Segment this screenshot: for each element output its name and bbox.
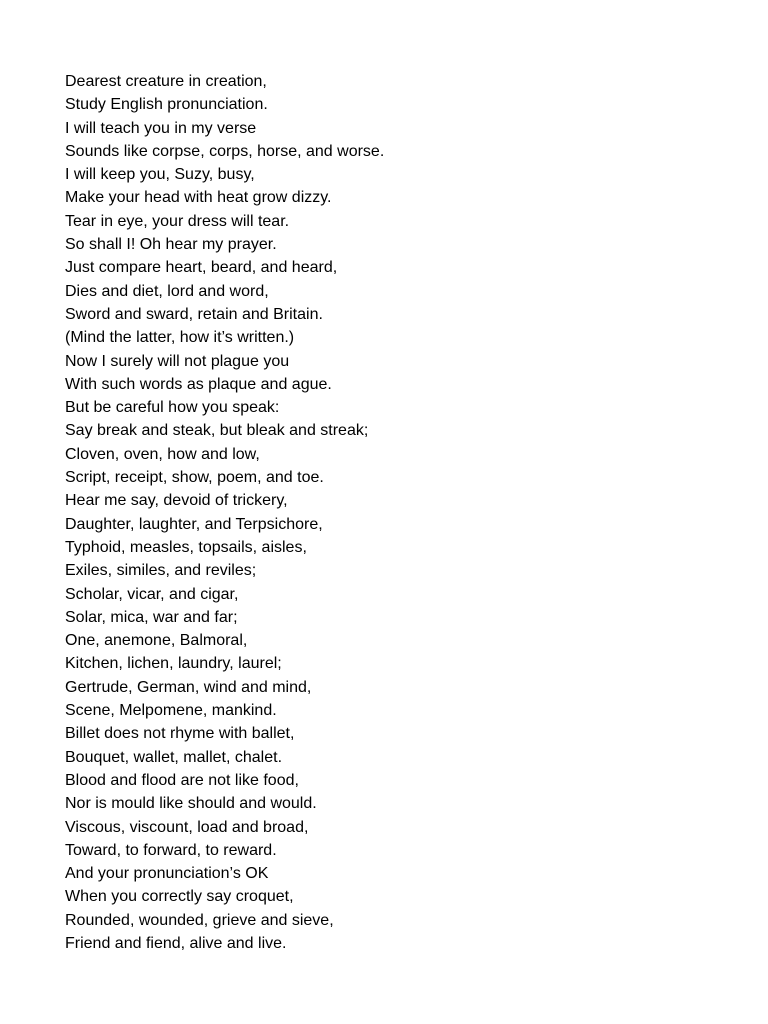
poem-line: Billet does not rhyme with ballet,: [65, 725, 295, 743]
poem-line: One, anemone, Balmoral,: [65, 632, 248, 650]
poem-line: Scholar, vicar, and cigar,: [65, 585, 239, 603]
poem-line: When you correctly say croquet,: [65, 888, 294, 906]
poem-line: Now I surely will not plague you: [65, 352, 290, 370]
poem-line: Kitchen, lichen, laundry, laurel;: [65, 655, 282, 673]
poem-line: Toward, to forward, to reward.: [65, 841, 277, 859]
poem-line: Dearest creature in creation,: [65, 73, 267, 90]
poem-line: Typhoid, measles, topsails, aisles,: [65, 538, 307, 556]
poem-line: Study English pronunciation.: [65, 96, 268, 114]
poem-line: I will keep you, Suzy, busy,: [65, 166, 255, 184]
poem-line: (Mind the latter, how it’s written.): [65, 329, 295, 347]
poem-line: Sounds like corpse, corps, horse, and worse.: [65, 142, 385, 160]
poem-line: Just compare heart, beard, and heard,: [65, 259, 338, 277]
poem-line: Scene, Melpomene, mankind.: [65, 702, 277, 720]
poem-line: Dies and diet, lord and word,: [65, 282, 269, 300]
poem-line: Make your head with heat grow dizzy.: [65, 189, 332, 207]
poem-line: Blood and flood are not like food,: [65, 771, 299, 789]
poem-line: Exiles, similes, and reviles;: [65, 562, 257, 580]
poem-line: Gertrude, German, wind and mind,: [65, 678, 312, 696]
poem-line: Tear in eye, your dress will tear.: [65, 212, 290, 230]
poem-line: But be careful how you speak:: [65, 399, 280, 417]
poem-line: Rounded, wounded, grieve and sieve,: [65, 911, 334, 929]
poem-line: And your pronunciation’s OK: [65, 865, 269, 883]
poem-line: So shall I! Oh hear my prayer.: [65, 236, 277, 254]
poem-line: Friend and fiend, alive and live.: [65, 934, 287, 952]
poem-line: Bouquet, wallet, mallet, chalet.: [65, 748, 283, 766]
poem-line: Daughter, laughter, and Terpsichore,: [65, 515, 323, 533]
poem-line: Say break and steak, but bleak and streak;: [65, 422, 369, 440]
poem-line: Sword and sward, retain and Britain.: [65, 305, 323, 323]
poem-text: [65, 70, 384, 955]
poem-line: Viscous, viscount, load and broad,: [65, 818, 309, 836]
poem-line: Hear me say, devoid of trickery,: [65, 492, 288, 510]
poem-line: With such words as plaque and ague.: [65, 375, 332, 393]
poem-line: I will teach you in my verse: [65, 119, 257, 137]
poem-line: Nor is mould like should and would.: [65, 795, 317, 813]
poem-line: Cloven, oven, how and low,: [65, 445, 260, 463]
poem-line: Solar, mica, war and far;: [65, 608, 238, 626]
poem-line: Script, receipt, show, poem, and toe.: [65, 469, 324, 487]
